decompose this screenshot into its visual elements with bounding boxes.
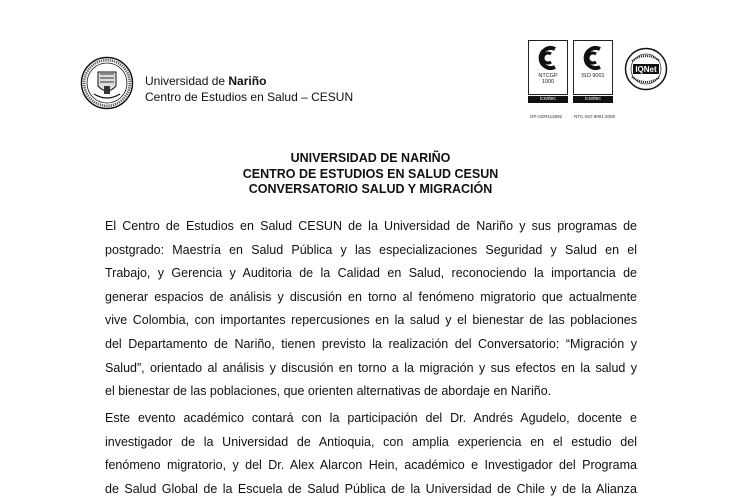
paragraph-line: Trabajo, y Gerencia y Auditoria de la Calidad en Salud, reconociendo la importancia de xyxy=(105,266,637,281)
title-line: CENTRO DE ESTUDIOS EN SALUD CESUN xyxy=(242,166,499,181)
certification-iso9001 xyxy=(573,40,613,103)
icontec-logo-icon xyxy=(575,43,612,73)
cert-code: ISO 9001 xyxy=(581,73,605,79)
paragraph-line: el bienestar de las poblaciones, que orienten alternativas de abordaje en Nariño. xyxy=(105,384,552,399)
paragraph-line: El Centro de Estudios en Salud CESUN de la Universidad de Nariño y sus programas de xyxy=(105,219,637,233)
institution-name-bold: Nariño xyxy=(228,74,267,88)
paragraph-line: fenómeno migratorio, y del Dr. Alex Alarcon Hein, académico e Investigador del Programa xyxy=(105,458,637,473)
paragraph-line: investigador de la Universidad de Antioquia, con amplia experiencia en el estudio del xyxy=(105,434,637,449)
cert-label: NTC-ISO 9001:2008 xyxy=(574,114,616,119)
certification-ntcgp xyxy=(528,40,568,103)
cert-code: NTCGP 1000 xyxy=(538,73,558,85)
document-title xyxy=(0,151,741,198)
paragraph xyxy=(105,407,637,501)
title-line: CONVERSATORIO SALUD Y MIGRACIÓN xyxy=(248,182,493,196)
cert-brand: icontec xyxy=(528,96,568,103)
title-line: UNIVERSIDAD DE NARIÑO xyxy=(290,151,451,165)
paragraph-line: Este evento académico contará con la participación del Dr. Andrés Agudelo, docente e xyxy=(105,411,637,425)
cert-brand: icontec xyxy=(573,96,613,103)
university-seal-icon xyxy=(80,56,134,110)
icontec-logo-icon xyxy=(530,43,567,73)
institution-block xyxy=(145,73,353,105)
iqnet-logo-icon xyxy=(624,47,668,91)
institution-center: Centro de Estudios en Salud – CESUN xyxy=(145,90,354,104)
iqnet-label: IQNet xyxy=(635,65,657,74)
paragraph-line: generar espacios de análisis y discusión en torno al fenómeno migratorio que actualmente xyxy=(105,289,637,304)
cert-label: GP-CER112692 xyxy=(530,114,563,119)
certification-logos xyxy=(528,40,728,120)
institution-name: Universidad de Nariño xyxy=(145,74,267,88)
paragraph-line: del Departamento de Nariño, tienen previsto la realización del Conversatorio: “Migración y xyxy=(105,336,637,351)
paragraph-line: vive Colombia, con importantes repercusiones en la salud y el bienestar de las poblaciones xyxy=(105,313,637,328)
paragraph-line: postgrado: Maestría en Salud Pública y las especializaciones Seguridad y Salud en el xyxy=(105,242,637,257)
paragraph xyxy=(105,215,637,404)
paragraph-line: de Salud Global de la Escuela de Salud Pública de la Universidad de Chile y de la Alianza xyxy=(105,481,637,496)
paragraph-line: Salud”, orientado al análisis y discusión en torno a la migración y sus efectos en la salud y xyxy=(105,360,637,375)
